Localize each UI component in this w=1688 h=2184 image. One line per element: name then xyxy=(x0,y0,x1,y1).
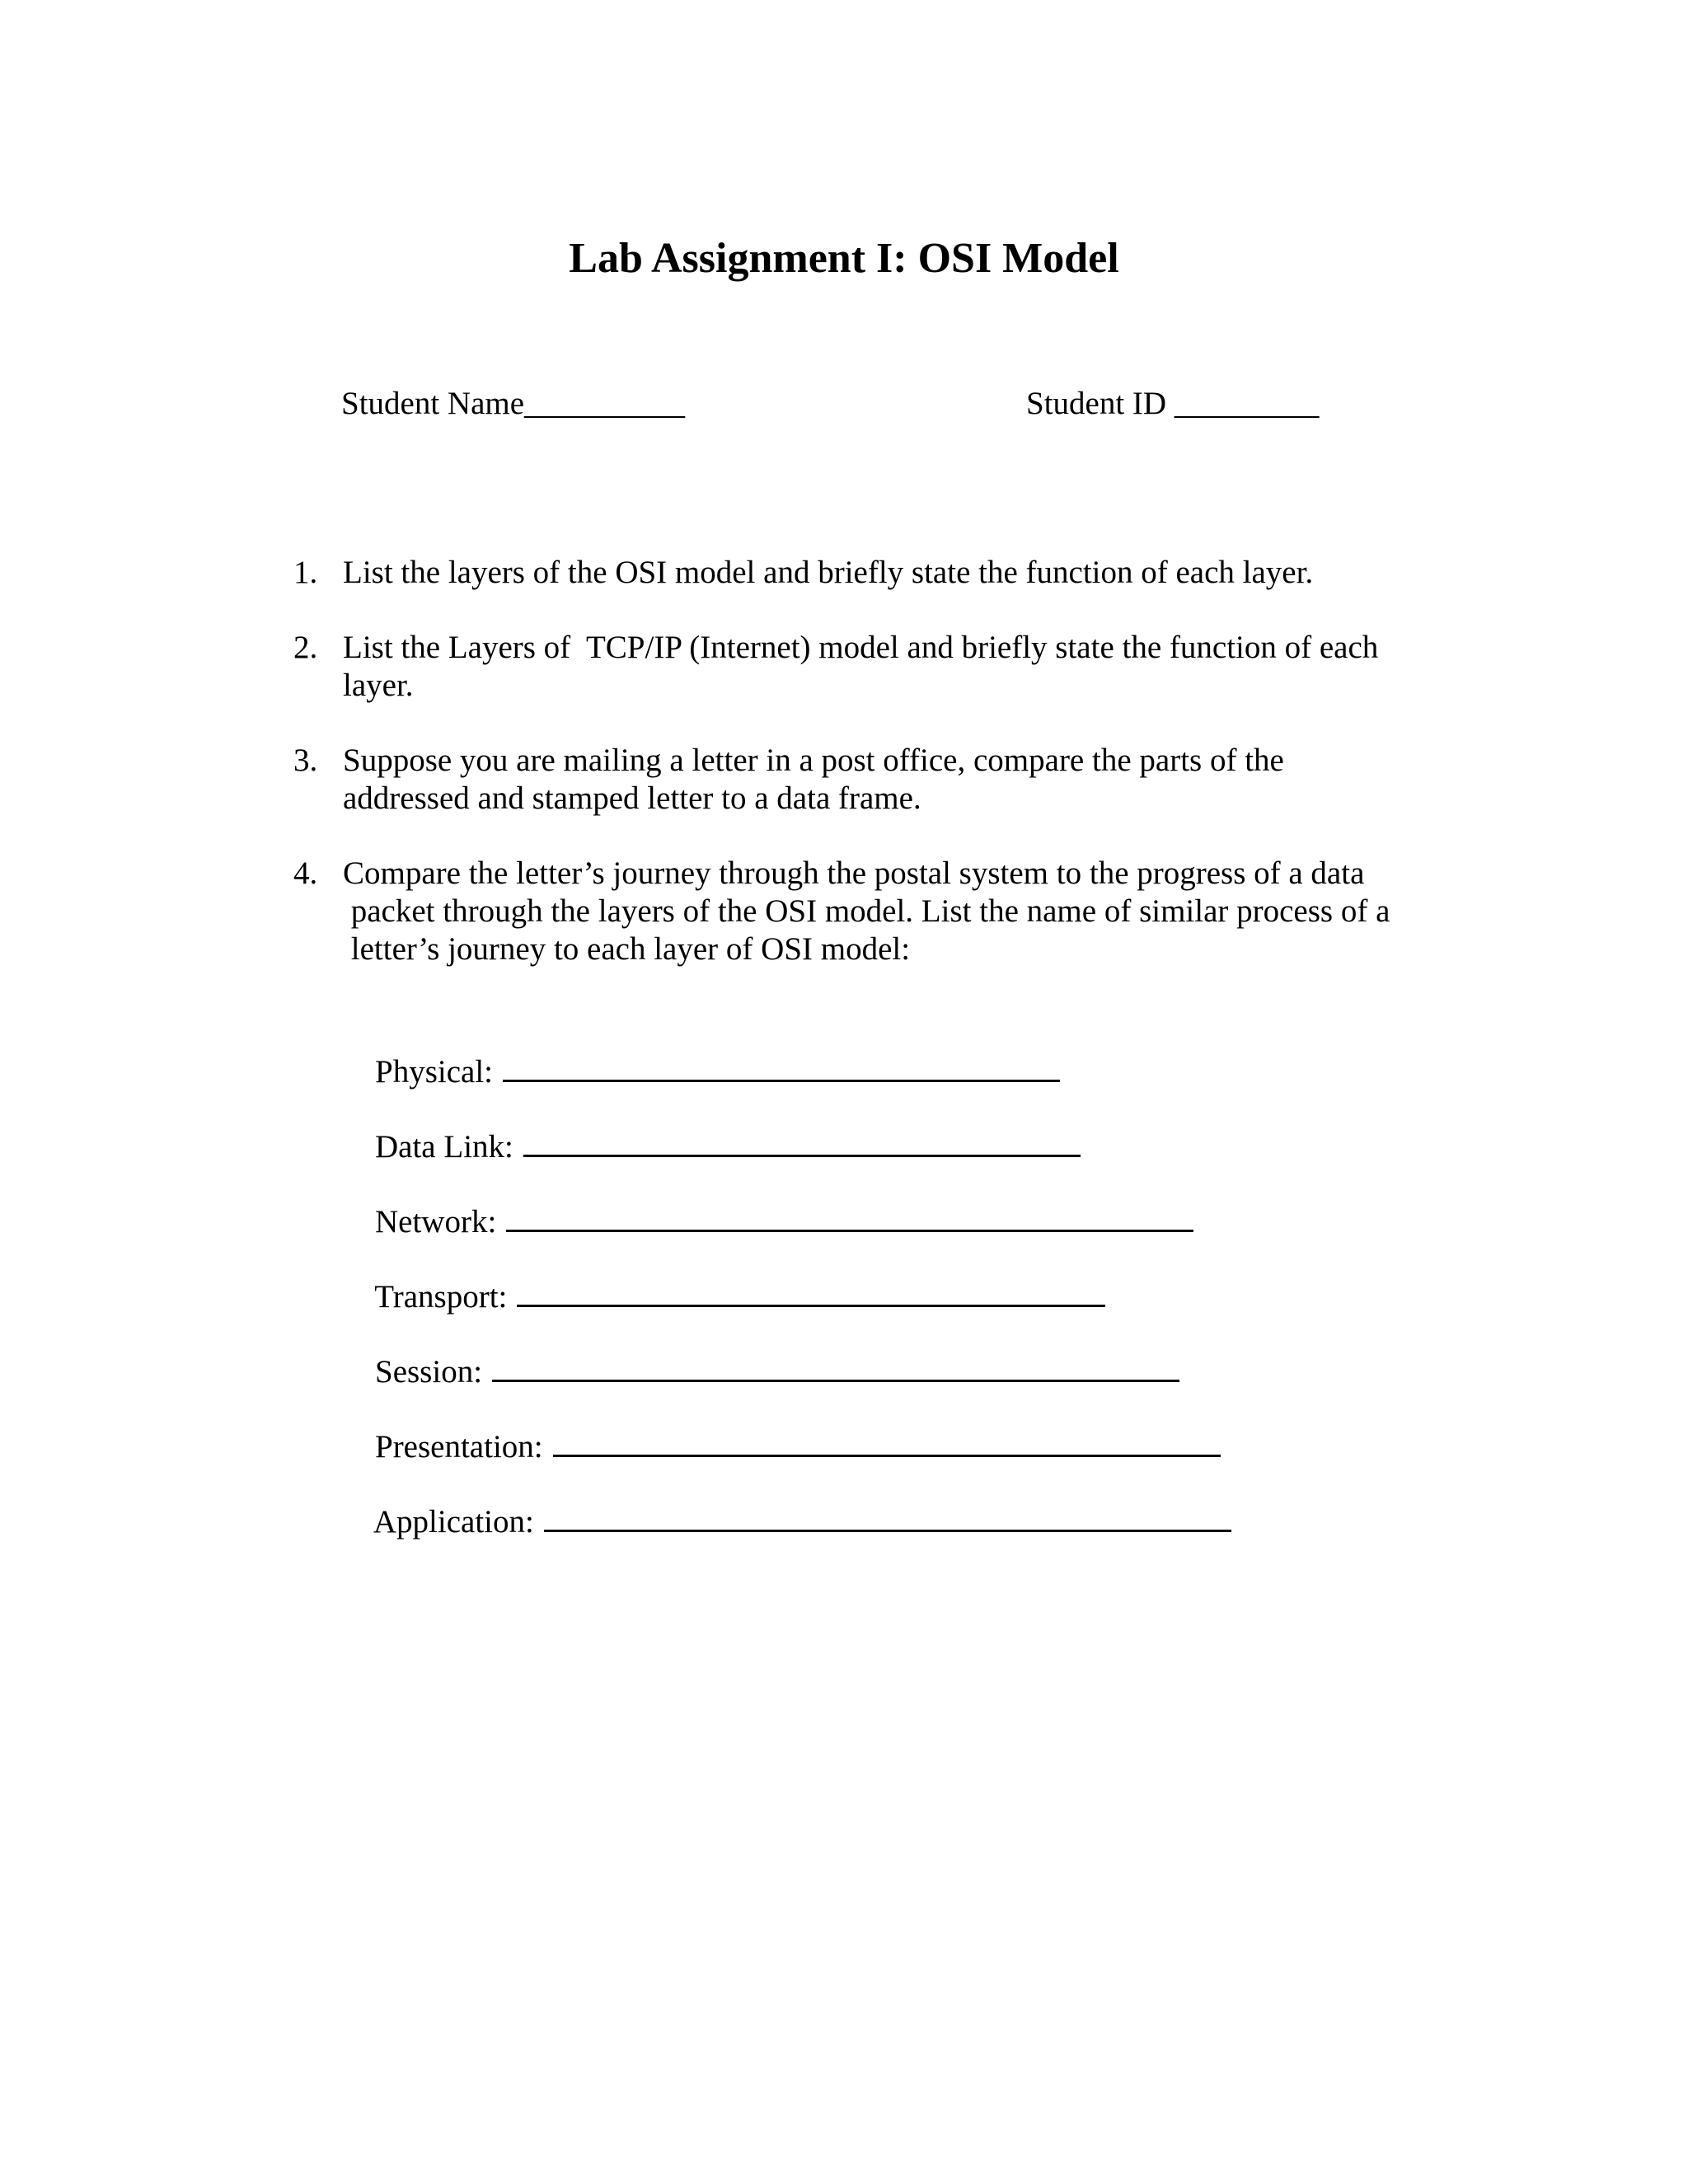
page-title: Lab Assignment I: OSI Model xyxy=(569,235,1119,282)
question-text-line: layer. xyxy=(343,668,414,703)
question-number: 1. xyxy=(293,555,318,590)
question-text-line: Suppose you are mailing a letter in a post office, compare the parts of the xyxy=(343,743,1284,778)
answer-blank[interactable] xyxy=(544,1500,1231,1532)
layer-label: Transport: xyxy=(374,1279,508,1315)
layer-label: Presentation: xyxy=(375,1429,543,1465)
layer-row-application xyxy=(343,1459,1231,1584)
answer-blank[interactable] xyxy=(523,1125,1081,1157)
student-name-field[interactable]: Student Name__________ xyxy=(341,386,686,421)
student-id-field[interactable]: Student ID _________ xyxy=(1026,386,1320,421)
question-number: 3. xyxy=(293,743,318,778)
answer-blank[interactable] xyxy=(506,1200,1193,1232)
layer-label: Session: xyxy=(375,1354,483,1390)
question-text-line: addressed and stamped letter to a data frame. xyxy=(343,780,921,816)
question-text-line: Compare the letter’s journey through the postal system to the progress of a data xyxy=(343,855,1365,891)
question-text-line: List the layers of the OSI model and briefly state the function of each layer. xyxy=(343,555,1314,590)
question-text-line: letter’s journey to each layer of OSI model: xyxy=(343,931,911,967)
answer-blank[interactable] xyxy=(553,1425,1221,1457)
layer-label: Data Link: xyxy=(375,1129,513,1165)
layer-label: Network: xyxy=(375,1204,497,1240)
layer-label: Application: xyxy=(373,1504,534,1540)
answer-blank[interactable] xyxy=(517,1275,1105,1307)
answer-blank[interactable] xyxy=(503,1050,1060,1082)
question-number: 4. xyxy=(293,855,318,891)
question-number: 2. xyxy=(293,630,318,665)
question-text-line: packet through the layers of the OSI model. List the name of similar process of a xyxy=(343,893,1390,929)
layer-label: Physical: xyxy=(375,1054,493,1090)
answer-blank[interactable] xyxy=(492,1350,1179,1382)
question-text-line: List the Layers of TCP/IP (Internet) model and briefly state the function of each xyxy=(343,630,1379,665)
